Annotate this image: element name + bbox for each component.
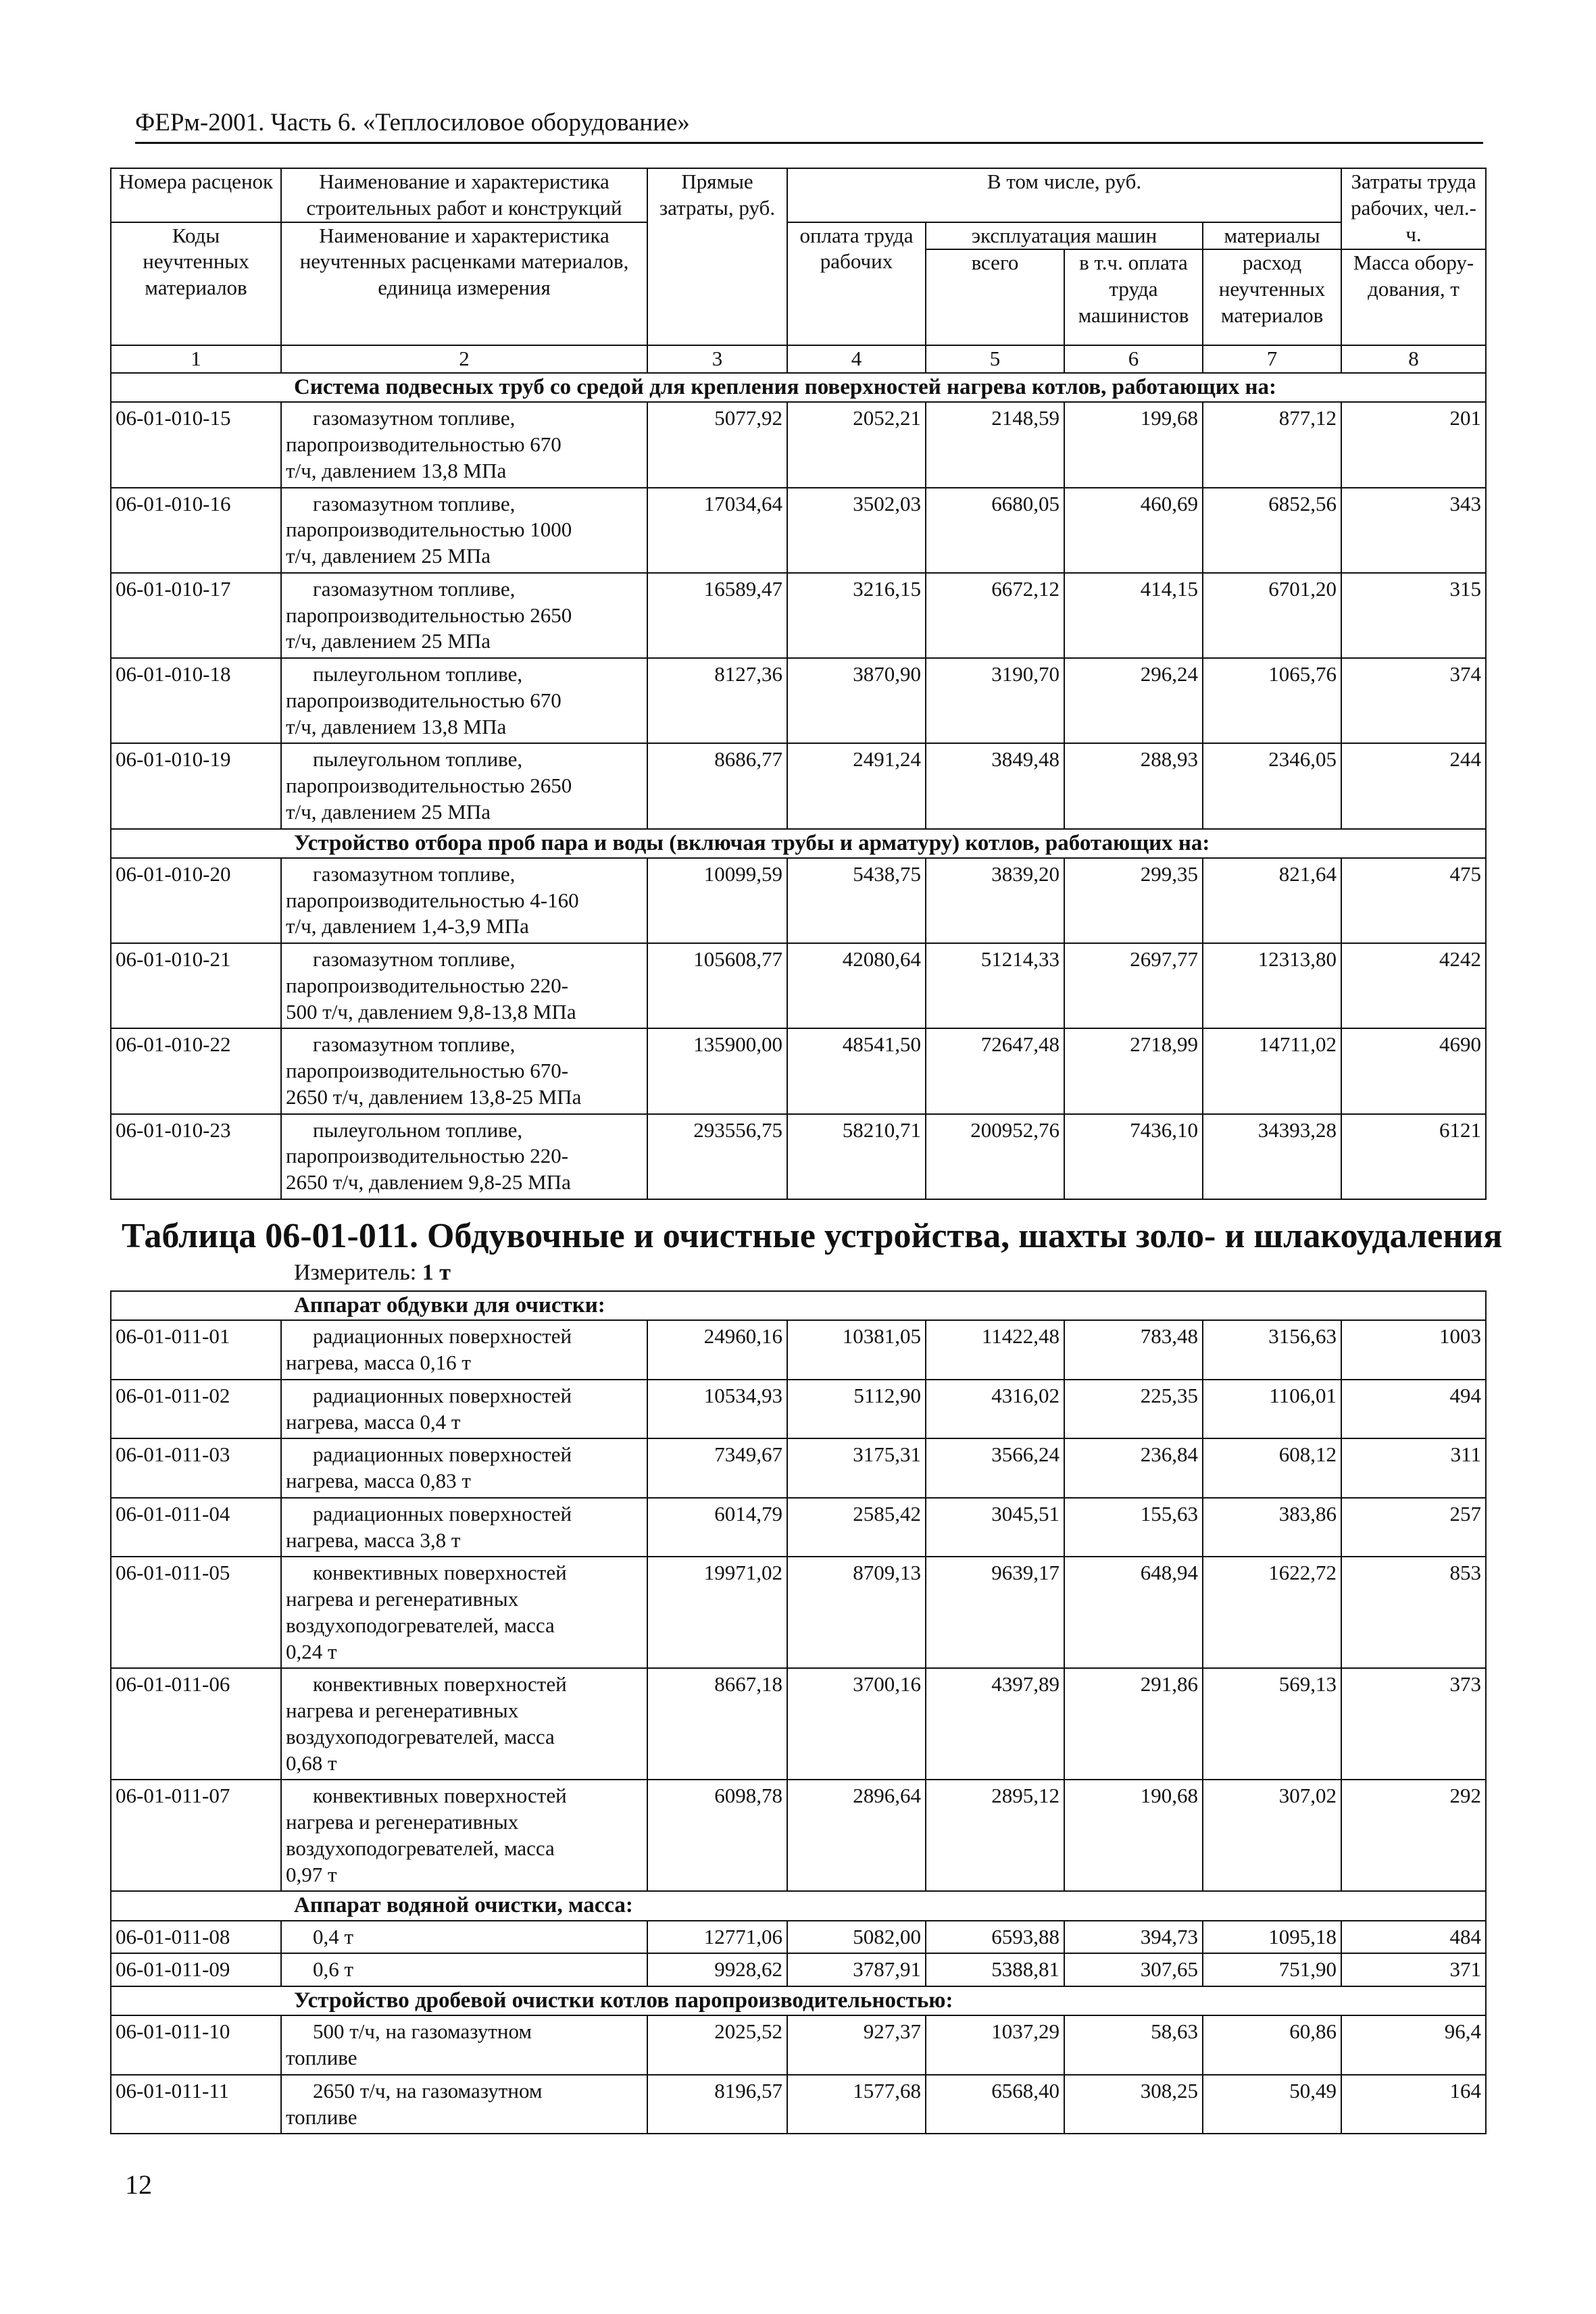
labor-costs-value: 96,4 [1341,2015,1486,2075]
description-line: паропроизводительностью 670 [286,432,562,456]
unaccounted-materials-value: 877,12 [1203,402,1341,487]
work-description [281,943,647,1028]
description-line: газомазутном топливе, [313,861,516,886]
section-title: Аппарат обдувки для очистки: [111,1291,1486,1320]
labor-costs-value: 292 [1341,1780,1486,1891]
table-row [111,573,1486,658]
wages-value: 5082,00 [787,1921,926,1954]
description-line: 0,24 т [286,1639,337,1663]
rate-code: 06-01-011-03 [111,1438,281,1498]
machines-total-value: 1037,29 [926,2015,1064,2075]
operators-wages-value: 414,15 [1064,573,1203,658]
wages-value: 3870,90 [787,658,926,743]
description-line: паропроизводительностью 2650 [286,603,572,627]
table-row [111,402,1486,487]
column-number: 3 [647,345,787,373]
unaccounted-materials-value: 50,49 [1203,2075,1341,2134]
table-row [111,943,1486,1028]
direct-costs-value: 5077,92 [647,402,787,487]
description-line: т/ч, давлением 25 МПа [286,799,491,824]
unaccounted-materials-value: 1065,76 [1203,658,1341,743]
work-description [281,1438,647,1498]
unaccounted-materials-value: 2346,05 [1203,743,1341,828]
rate-code: 06-01-011-11 [111,2075,281,2134]
description-line: пылеугольном топливе, [313,662,523,686]
table-title: Таблица 06-01-011. Обдувочные и очистные устройства, шахты золо- и шлакоудаления [122,1217,1503,1255]
direct-costs-value: 19971,02 [647,1557,787,1668]
wages-value: 1577,68 [787,2075,926,2134]
rate-code: 06-01-010-19 [111,743,281,828]
column-number: 5 [926,345,1064,373]
machines-total-value: 5388,81 [926,1953,1064,1986]
unaccounted-materials-value: 383,86 [1203,1498,1341,1557]
description-line: нагрева и регенеративных [286,1699,519,1722]
measure-unit [294,1260,451,1286]
description-line: 2650 т/ч, на газомазутном [313,2078,543,2103]
machines-total-header: всего [926,249,1064,345]
labor-costs-value: 373 [1341,1668,1486,1780]
section-title: Устройство отбора проб пара и воды (включая трубы и арматуру) котлов, работающих на: [111,829,1486,858]
direct-costs-value: 12771,06 [647,1921,787,1954]
work-description [281,2075,647,2134]
rate-code: 06-01-011-07 [111,1780,281,1891]
work-description [281,1320,647,1380]
machines-total-value: 9639,17 [926,1557,1064,1668]
operators-wages-value: 7436,10 [1064,1114,1203,1199]
description-line: 500 т/ч, давлением 9,8-13,8 МПа [286,999,576,1024]
direct-costs-value: 10099,59 [647,858,787,943]
operators-wages-value: 296,24 [1064,658,1203,743]
labor-costs-value: 853 [1341,1557,1486,1668]
labor-costs-value: 1003 [1341,1320,1486,1380]
description-line: воздухоподогревателей, масса [286,1613,555,1637]
work-description [281,1028,647,1113]
rate-code: 06-01-010-16 [111,488,281,573]
direct-costs-value: 16589,47 [647,573,787,658]
rate-code: 06-01-010-20 [111,858,281,943]
work-description [281,1668,647,1780]
operators-wages-value: 190,68 [1064,1780,1203,1891]
section-row [111,1291,1486,1320]
labor-costs-value: 4242 [1341,943,1486,1028]
including-header: В том числе, руб. [787,168,1341,222]
description-line: пылеугольном топливе, [313,1117,523,1142]
direct-costs-value: 8196,57 [647,2075,787,2134]
work-description [281,2015,647,2075]
description-line: т/ч, давлением 1,4-3,9 МПа [286,914,529,938]
description-line: радиационных поверхностей [313,1383,572,1407]
wages-value: 5438,75 [787,858,926,943]
wages-value: 48541,50 [787,1028,926,1113]
direct-costs-value: 10534,93 [647,1380,787,1439]
machines-total-value: 6568,40 [926,2075,1064,2134]
operators-wages-value: 2697,77 [1064,943,1203,1028]
operators-wages-value: 225,35 [1064,1380,1203,1439]
table-row [111,1921,1486,1954]
table-row [111,658,1486,743]
description-line: т/ч, давлением 13,8 МПа [286,714,507,738]
rate-code: 06-01-010-18 [111,658,281,743]
operators-wages-value: 299,35 [1064,858,1203,943]
work-description [281,1921,647,1954]
column-number: 1 [111,345,281,373]
description-line: газомазутном топливе, [313,491,516,515]
direct-costs-value: 17034,64 [647,488,787,573]
labor-costs-value: 374 [1341,658,1486,743]
labor-costs-value: 315 [1341,573,1486,658]
table-row [111,1498,1486,1557]
work-description [281,1953,647,1986]
direct-costs-value: 8667,18 [647,1668,787,1780]
column-number: 8 [1341,345,1486,373]
table-row [111,1320,1486,1380]
description-line: конвективных поверхностей [313,1784,567,1808]
direct-costs-value: 9928,62 [647,1953,787,1986]
wages-value: 3502,03 [787,488,926,573]
machines-total-value: 6593,88 [926,1921,1064,1954]
wages-value: 58210,71 [787,1114,926,1199]
labor-costs-value: 494 [1341,1380,1486,1439]
description-line: т/ч, давлением 25 МПа [286,544,491,568]
table-row [111,1780,1486,1891]
rate-code: 06-01-010-22 [111,1028,281,1113]
description-line: паропроизводительностью 4-160 [286,888,579,912]
machines-total-value: 2148,59 [926,402,1064,487]
table-row [111,1953,1486,1986]
section-row [111,829,1486,858]
description-line: топливе [286,2046,357,2069]
wages-value: 5112,90 [787,1380,926,1439]
labor-costs-value: 257 [1341,1498,1486,1557]
rate-code: 06-01-011-05 [111,1557,281,1668]
machines-total-value: 4316,02 [926,1380,1064,1439]
description-line: конвективных поверхностей [313,1672,567,1696]
section-title: Аппарат водяной очистки, масса: [111,1891,1486,1920]
wages-value: 3700,16 [787,1668,926,1780]
description-line: паропроизводительностью 220- [286,973,569,997]
direct-costs-value: 293556,75 [647,1114,787,1199]
work-description [281,743,647,828]
column-number: 4 [787,345,926,373]
description-line: 0,97 т [286,1862,337,1886]
table-row [111,1438,1486,1498]
unaccounted-materials-value: 307,02 [1203,1780,1341,1891]
machines-total-value: 3190,70 [926,658,1064,743]
description-line: паропроизводительностью 670 [286,688,562,712]
work-description [281,1498,647,1557]
unaccounted-materials-value: 6852,56 [1203,488,1341,573]
operators-wages-value: 2718,99 [1064,1028,1203,1113]
section-title: Устройство дробевой очистки котлов паропроизводительностью: [111,1986,1486,2015]
col1-top-header: Номера расценок [111,168,281,222]
unaccounted-materials-header: расход неучтенных материалов [1203,249,1341,345]
operators-wages-value: 308,25 [1064,2075,1203,2134]
machines-total-value: 200952,76 [926,1114,1064,1199]
labor-costs-value: 244 [1341,743,1486,828]
measure-value: 1 т [422,1260,451,1285]
unaccounted-materials-value: 6701,20 [1203,573,1341,658]
section-row [111,1891,1486,1920]
description-line: нагрева, масса 3,8 т [286,1528,461,1552]
machine-operation-header: эксплуатация машин [926,222,1203,250]
wages-value: 2052,21 [787,402,926,487]
description-line: 2650 т/ч, давлением 13,8-25 МПа [286,1084,582,1109]
rate-code: 06-01-011-09 [111,1953,281,1986]
description-line: т/ч, давлением 13,8 МПа [286,458,507,482]
machines-total-value: 3566,24 [926,1438,1064,1498]
unaccounted-materials-value: 821,64 [1203,858,1341,943]
operators-wages-value: 155,63 [1064,1498,1203,1557]
description-line: воздухоподогревателей, масса [286,1836,555,1860]
description-line: радиационных поверхностей [313,1324,572,1349]
machines-total-value: 6680,05 [926,488,1064,573]
machines-total-value: 2895,12 [926,1780,1064,1891]
machines-total-value: 6672,12 [926,573,1064,658]
header-rule [135,142,1483,144]
direct-costs-value: 8127,36 [647,658,787,743]
unaccounted-materials-value: 12313,80 [1203,943,1341,1028]
description-line: паропроизводительностью 2650 [286,774,572,797]
direct-costs-value: 24960,16 [647,1320,787,1380]
machines-total-value: 4397,89 [926,1668,1064,1780]
unaccounted-materials-value: 14711,02 [1203,1028,1341,1113]
work-description [281,858,647,943]
table-row [111,2015,1486,2075]
description-line: 2650 т/ч, давлением 9,8-25 МПа [286,1170,571,1194]
operators-wages-value: 648,94 [1064,1557,1203,1668]
operators-wages-value: 58,63 [1064,2015,1203,2075]
column-number: 6 [1064,345,1203,373]
table-body [111,373,1486,1199]
section-title: Система подвесных труб со средой для крепления поверхностей нагрева котлов, работающих на: [111,373,1486,402]
materials-header: материалы [1203,222,1341,250]
direct-costs-value: 8686,77 [647,743,787,828]
description-line: газомазутном топливе, [313,576,516,601]
labor-costs-value: 343 [1341,488,1486,573]
wages-value: 927,37 [787,2015,926,2075]
description-line: газомазутном топливе, [313,406,516,430]
description-line: газомазутном топливе, [313,1032,516,1057]
description-line: нагрева и регенеративных [286,1587,519,1611]
description-line: нагрева, масса 0,4 т [286,1409,461,1434]
machines-total-value: 51214,33 [926,943,1064,1028]
section-row [111,1986,1486,2015]
description-line: паропроизводительностью 1000 [286,518,572,542]
rate-code: 06-01-011-04 [111,1498,281,1557]
column-number: 7 [1203,345,1341,373]
table-row [111,1028,1486,1113]
machines-total-value: 11422,48 [926,1320,1064,1380]
table-row [111,1557,1486,1668]
description-line: т/ч, давлением 25 МПа [286,629,491,653]
description-line: газомазутном топливе, [313,947,516,971]
col2-bottom-header: Наименование и характеристика неучтенных расценками материалов, единица измерения [281,222,647,346]
page-header: ФЕРм-2001. Часть 6. «Теплосиловое оборудование» [135,109,690,136]
labor-costs-value: 371 [1341,1953,1486,1986]
unaccounted-materials-value: 1106,01 [1203,1380,1341,1439]
operators-wages-value: 307,65 [1064,1953,1203,1986]
wages-value: 8709,13 [787,1557,926,1668]
direct-costs-value: 6098,78 [647,1780,787,1891]
rate-code: 06-01-010-17 [111,573,281,658]
description-line: радиационных поверхностей [313,1442,572,1467]
machines-total-value: 3849,48 [926,743,1064,828]
operators-header: в т.ч. оплата труда машинистов [1064,249,1203,345]
direct-costs-value: 105608,77 [647,943,787,1028]
labor-costs-value: 311 [1341,1438,1486,1498]
rate-code: 06-01-010-23 [111,1114,281,1199]
operators-wages-value: 460,69 [1064,488,1203,573]
wages-value: 3787,91 [787,1953,926,1986]
unaccounted-materials-value: 34393,28 [1203,1114,1341,1199]
direct-costs-header: Прямые затраты, руб. [647,168,787,345]
unaccounted-materials-value: 1095,18 [1203,1921,1341,1954]
description-line: пылеугольном топливе, [313,747,523,772]
direct-costs-value: 6014,79 [647,1498,787,1557]
labor-costs-value: 475 [1341,858,1486,943]
operators-wages-value: 291,86 [1064,1668,1203,1780]
description-line: 0,6 т [313,1957,354,1982]
labor-costs-value: 201 [1341,402,1486,487]
rate-code: 06-01-011-06 [111,1668,281,1780]
description-line: 0,4 т [313,1924,354,1948]
description-line: радиационных поверхностей [313,1501,572,1526]
table-body [111,1291,1486,2134]
rates-table-06-01-011 [110,1290,1487,2134]
machines-total-value: 72647,48 [926,1028,1064,1113]
work-description [281,488,647,573]
work-description [281,658,647,743]
description-line: нагрева, масса 0,16 т [286,1351,471,1374]
work-description [281,402,647,487]
table-row [111,743,1486,828]
operators-wages-value: 199,68 [1064,402,1203,487]
description-line: конвективных поверхностей [313,1561,567,1585]
wages-value: 10381,05 [787,1320,926,1380]
wages-value: 42080,64 [787,943,926,1028]
unaccounted-materials-value: 1622,72 [1203,1557,1341,1668]
description-line: 0,68 т [286,1751,337,1775]
unaccounted-materials-value: 569,13 [1203,1668,1341,1780]
equipment-mass-header: Масса обору- дования, т [1341,249,1486,345]
work-description [281,1114,647,1199]
unaccounted-materials-value: 608,12 [1203,1438,1341,1498]
direct-costs-value: 2025,52 [647,2015,787,2075]
table-header [111,168,1486,373]
table-row [111,1380,1486,1439]
table-row [111,488,1486,573]
labor-costs-header: Затраты труда рабочих, чел.-ч. [1341,168,1486,249]
work-description [281,573,647,658]
machines-total-value: 3045,51 [926,1498,1064,1557]
operators-wages-value: 783,48 [1064,1320,1203,1380]
rate-code: 06-01-010-15 [111,402,281,487]
wages-value: 2896,64 [787,1780,926,1891]
work-description [281,1780,647,1891]
rate-code: 06-01-010-21 [111,943,281,1028]
table-row [111,1114,1486,1199]
wages-value: 2491,24 [787,743,926,828]
description-line: топливе [286,2105,357,2129]
section-row [111,373,1486,402]
labor-costs-value: 4690 [1341,1028,1486,1113]
table-row [111,2075,1486,2134]
rate-code: 06-01-011-01 [111,1320,281,1380]
wages-value: 2585,42 [787,1498,926,1557]
unaccounted-materials-value: 3156,63 [1203,1320,1341,1380]
column-number: 2 [281,345,647,373]
description-line: нагрева и регенеративных [286,1810,519,1834]
page-number: 12 [125,2169,152,2200]
unaccounted-materials-value: 60,86 [1203,2015,1341,2075]
machines-total-value: 3839,20 [926,858,1064,943]
work-description [281,1380,647,1439]
col1-bottom-header: Коды неучтенных материалов [111,222,281,346]
col2-top-header: Наименование и характеристика строительных работ и конструкций [281,168,647,222]
work-description [281,1557,647,1668]
unaccounted-materials-value: 751,90 [1203,1953,1341,1986]
description-line: нагрева, масса 0,83 т [286,1469,471,1492]
operators-wages-value: 236,84 [1064,1438,1203,1498]
rate-code: 06-01-011-08 [111,1921,281,1954]
table-row [111,858,1486,943]
table-row [111,1668,1486,1780]
direct-costs-value: 7349,67 [647,1438,787,1498]
description-line: паропроизводительностью 670- [286,1059,569,1082]
rates-table-06-01-010 [110,168,1487,1200]
rate-code: 06-01-011-02 [111,1380,281,1439]
labor-costs-value: 484 [1341,1921,1486,1954]
labor-costs-value: 164 [1341,2075,1486,2134]
operators-wages-value: 288,93 [1064,743,1203,828]
measure-label: Измеритель: [294,1260,417,1285]
wages-value: 3175,31 [787,1438,926,1498]
description-line: 500 т/ч, на газомазутном [313,2019,532,2044]
labor-costs-value: 6121 [1341,1114,1486,1199]
wages-value: 3216,15 [787,573,926,658]
rate-code: 06-01-011-10 [111,2015,281,2075]
description-line: воздухоподогревателей, масса [286,1724,555,1749]
wages-header: оплата труда рабочих [787,222,926,346]
description-line: паропроизводительностью 220- [286,1144,569,1168]
direct-costs-value: 135900,00 [647,1028,787,1113]
operators-wages-value: 394,73 [1064,1921,1203,1954]
